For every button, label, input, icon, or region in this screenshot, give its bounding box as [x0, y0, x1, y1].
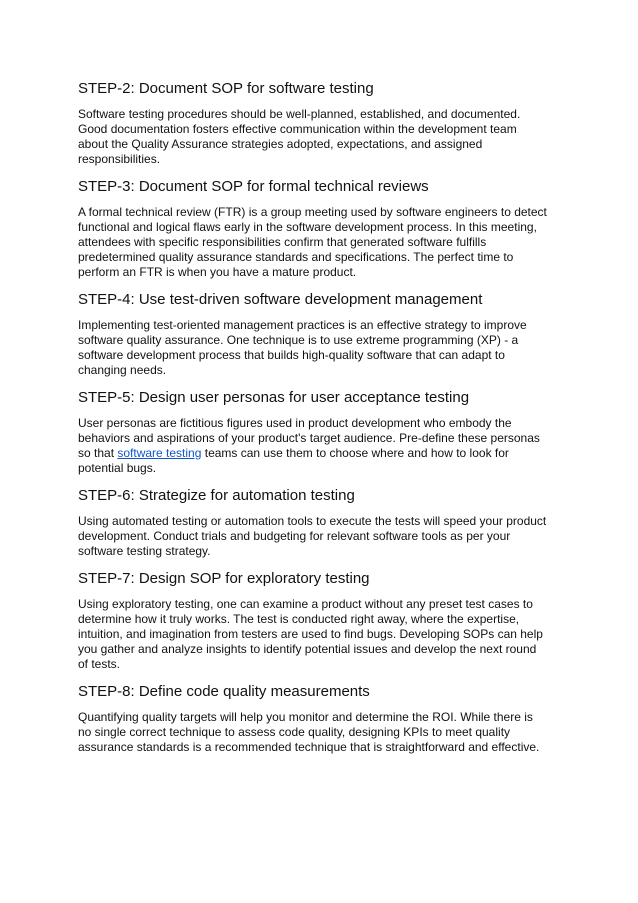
paragraph-line: determine how it truly works. The test is conducted right away, where the expertise, — [78, 612, 520, 626]
section-paragraph — [78, 514, 568, 559]
paragraph-line: Implementing test-oriented management practices is an effective strategy to improve — [78, 318, 527, 332]
paragraph-line: attendees with specific responsibilities confirm that generated software fulfills — [78, 235, 487, 249]
paragraph-line: functional and logical flaws early in the software development process. In this meeting, — [78, 220, 537, 234]
link-line-before: so that — [78, 446, 118, 460]
paragraph-line: you gather and analyze insights to identify potential issues and develop the next round — [78, 642, 537, 656]
paragraph-line: responsibilities. — [78, 152, 161, 166]
section-heading: STEP-4: Use test-driven software development management — [78, 291, 483, 308]
paragraph-line: A formal technical review (FTR) is a group meeting used by software engineers to detect — [78, 205, 547, 219]
paragraph-line: development. Conduct trials and budgeting for relevant software tools as per your — [78, 529, 511, 543]
paragraph-line: Using exploratory testing, one can examine a product without any preset test cases to — [78, 597, 533, 611]
section-step-8 — [78, 683, 568, 755]
section-step-6 — [78, 487, 568, 559]
section-paragraph — [78, 710, 568, 755]
section-paragraph — [78, 205, 568, 280]
paragraph-line: Software testing procedures should be well-planned, established, and documented. — [78, 107, 521, 121]
section-step-4 — [78, 291, 568, 378]
section-paragraph — [78, 597, 568, 672]
paragraph-line: no single correct technique to assess code quality, designing KPIs to meet quality — [78, 725, 511, 739]
paragraph-line: software quality assurance. One technique is to use extreme programming (XP) - a — [78, 333, 519, 347]
paragraph-line: about the Quality Assurance strategies adopted, expectations, and assigned — [78, 137, 483, 151]
section-step-7 — [78, 570, 568, 672]
section-paragraph — [78, 318, 568, 378]
paragraph-line: of tests. — [78, 657, 121, 671]
paragraph-line: software testing strategy. — [78, 544, 211, 558]
paragraph-line: Quantifying quality targets will help you monitor and determine the ROI. While there is — [78, 710, 533, 724]
paragraph-line: changing needs. — [78, 363, 167, 377]
section-paragraph — [78, 107, 568, 167]
section-heading: STEP-6: Strategize for automation testing — [78, 487, 355, 504]
section-heading: STEP-8: Define code quality measurements — [78, 683, 370, 700]
document-page — [78, 80, 568, 766]
paragraph-line: Using automated testing or automation tools to execute the tests will speed your product — [78, 514, 547, 528]
section-heading: STEP-5: Design user personas for user acceptance testing — [78, 389, 470, 406]
software-testing-link[interactable]: software testing — [117, 446, 202, 460]
section-heading: STEP-2: Document SOP for software testing — [78, 80, 374, 97]
paragraph-line: behaviors and aspirations of your product's target audience. Pre-define these personas — [78, 431, 540, 445]
paragraph-line: intuition, and imagination from testers are used to find bugs. Developing SOPs can help — [78, 627, 543, 641]
section-heading: STEP-3: Document SOP for formal technical reviews — [78, 178, 429, 195]
paragraph-line: potential bugs. — [78, 461, 157, 475]
paragraph-line: perform an FTR is when you have a mature product. — [78, 265, 357, 279]
paragraph-line: software development process that builds high-quality software that can adapt to — [78, 348, 505, 362]
section-step-3 — [78, 178, 568, 280]
paragraph-line: User personas are fictitious figures used in product development who embody the — [78, 416, 512, 430]
link-line-after: teams can use them to choose where and how to look for — [201, 446, 509, 460]
paragraph-line-with-link — [78, 446, 568, 461]
paragraph-line: predetermined quality assurance standards and specifications. The perfect time to — [78, 250, 514, 264]
section-heading: STEP-7: Design SOP for exploratory testing — [78, 570, 370, 587]
section-step-5 — [78, 389, 568, 476]
section-step-2 — [78, 80, 568, 167]
paragraph-line: assurance standards is a recommended technique that is straightforward and effective. — [78, 740, 540, 754]
paragraph-line: Good documentation fosters effective communication within the development team — [78, 122, 517, 136]
section-paragraph — [78, 416, 568, 476]
